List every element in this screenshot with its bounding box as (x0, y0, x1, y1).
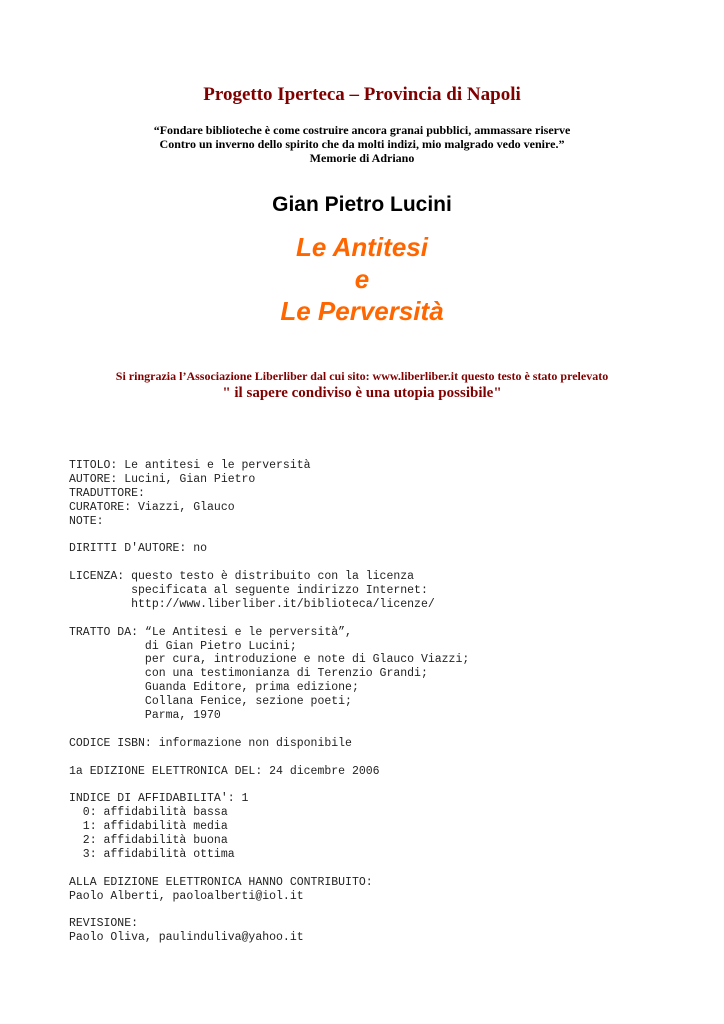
metadata-line: Guanda Editore, prima edizione; (69, 681, 359, 695)
metadata-line: Collana Fenice, sezione poeti; (69, 695, 352, 709)
metadata-line (69, 612, 469, 626)
metadata-line: con una testimonianza di Terenzio Grandi; (69, 667, 428, 681)
metadata-line: INDICE DI AFFIDABILITA': 1 (69, 792, 249, 806)
metadata-line: per cura, introduzione e note di Glauco Viazzi; (69, 653, 470, 667)
project-title: Progetto Iperteca – Provincia di Napoli (203, 84, 521, 105)
thanks-note: Si ringrazia l’Associazione Liberliber dal cui sito: www.liberliber.it questo testo è stato prelevato (115, 369, 609, 383)
metadata-line (69, 528, 469, 542)
metadata-line: TRADUTTORE: (69, 486, 145, 500)
metadata-line: Paolo Alberti, paoloalberti@iol.it (69, 889, 304, 903)
metadata-line: TITOLO: Le antitesi e le perversità (69, 459, 311, 472)
metadata-line: CURATORE: Viazzi, Glauco (69, 500, 235, 514)
metadata-line: AUTORE: Lucini, Gian Pietro (69, 472, 256, 486)
metadata-line (69, 778, 469, 792)
metadata-line: specificata al seguente indirizzo Internet: (69, 584, 428, 598)
metadata-line: TRATTO DA: “Le Antitesi e le perversità”, (69, 625, 352, 639)
book-title-line: Le Antitesi (296, 232, 428, 262)
quote-line: Contro un inverno dello spirito che da molti indizi, mio malgrado vedo venire.” (159, 137, 565, 151)
metadata-line: CODICE ISBN: informazione non disponibile (69, 736, 352, 750)
metadata-block (69, 459, 469, 945)
metadata-line: 3: affidabilità ottima (69, 847, 235, 861)
metadata-line: LICENZA: questo testo è distribuito con la licenza (69, 570, 415, 584)
metadata-line: 2: affidabilità buona (69, 834, 228, 848)
metadata-line (69, 723, 469, 737)
metadata-line (69, 904, 469, 918)
metadata-line: 0: affidabilità bassa (69, 806, 228, 820)
metadata-line: ALLA EDIZIONE ELETTRONICA HANNO CONTRIBUITO: (69, 875, 373, 889)
metadata-line: DIRITTI D'AUTORE: no (69, 542, 208, 556)
metadata-line: Paolo Oliva, paulinduliva@yahoo.it (69, 931, 304, 945)
book-author: Gian Pietro Lucini (272, 193, 452, 216)
book-title-line: e (354, 264, 370, 294)
quote-attribution: Memorie di Adriano (309, 151, 415, 165)
metadata-line (69, 862, 469, 876)
quote-line: “Fondare biblioteche è come costruire ancora granai pubblici, ammassare riserve (153, 123, 571, 137)
metadata-line: REVISIONE: (69, 917, 139, 931)
metadata-line: Parma, 1970 (69, 709, 221, 723)
metadata-line (69, 556, 469, 570)
metadata-line: http://www.liberliber.it/biblioteca/licenze/ (69, 597, 435, 611)
motto: " il sapere condiviso è una utopia possibile" (222, 385, 502, 401)
metadata-line: 1a EDIZIONE ELETTRONICA DEL: 24 dicembre 2006 (69, 764, 380, 778)
metadata-line: NOTE: (69, 514, 104, 528)
metadata-line (69, 751, 469, 765)
metadata-line: di Gian Pietro Lucini; (69, 639, 297, 653)
book-title-line: Le Perversità (280, 296, 444, 326)
metadata-line: 1: affidabilità media (69, 820, 228, 834)
